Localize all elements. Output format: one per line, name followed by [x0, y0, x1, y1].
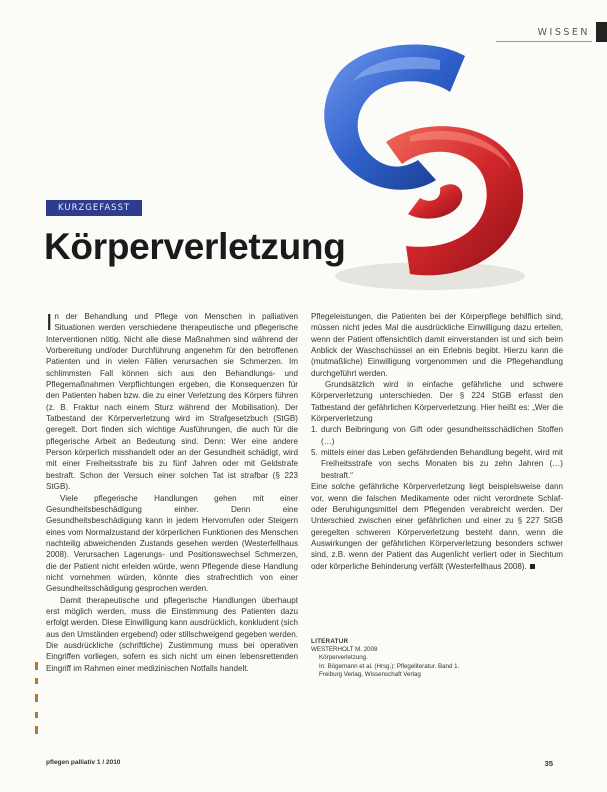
- paragraph-text: Eine solche gefährliche Körperverletzung liegt beispielsweise dann vor, wenn die falschen Medikamente oder nicht verordnete Schlaf- oder Beruhigungsmittel dem Pflegenden verabreicht werden. Der Unterschied zwischen einer gefährlichen und einer zu § 227 StGB geregelten schweren Körperverletzung besteht dann, wenn die Auswirkungen der gefährlichen Körperverletzung besonders schwer sind, z.B. wenn der Patient das Augenlicht verliert oder in Siechtum oder körperliche Behinderung verfällt (Westerfellhaus 2008).: [311, 482, 563, 571]
- literature-title: Körperverletzung.: [319, 654, 368, 662]
- literature-entry: [311, 646, 563, 679]
- article-paragraph: [46, 311, 298, 493]
- literature-box: [311, 638, 563, 679]
- paragraph-text: n der Behandlung und Pflege von Menschen in palliativen Situationen werden verschiedene therapeutische und pflegerische Interventionen nötig. Nicht alle diese Maßnahmen sind während der Vorbereitung und/oder Durchführung angenehm für den betroffenen Patienten und in vielen Fällen verursachen sie Schmerzen. Im schlimmsten Fall können sich aus den Behandlungs- und Pflegemaßnahmen Verpflichtungen ergeben, die Konsequenzen für den Patienten haben bzw. die zu einer Verletzung des Körpers führen (z. B. Fraktur nach einem Sturz während der Mobilisation). Der Tatbestand der Körperverletzung wird im Strafgesetzbuch (StGB) geregelt. Dort finden sich wichtige Ausführungen, die auch für die pflegerische Arbeit an Bedeutung sind. Denn: Wer eine andere Person körperlich misshandelt oder an der Gesundheit schädigt, wird mit einer Freiheitsstrafe bis zu fünf Jahren oder mit Geldstrafe bestraft. Schon der Versuch einer solchen Tat ist strafbar (§ 223 StGB).: [46, 312, 298, 492]
- article-paragraph: [311, 481, 563, 572]
- list-text: mittels einer das Leben gefährdenden Behandlung begeht, wird mit Freiheitsstrafe von sechs Monaten bis zu zehn Jahren (…) bestraft.“: [321, 448, 563, 480]
- section-label: WISSEN: [537, 26, 590, 38]
- kicker-label: KURZGEFASST: [46, 200, 142, 216]
- end-square-icon: [530, 564, 535, 569]
- literature-author: WESTERHOLT M. 2008: [311, 646, 378, 654]
- list-item: [311, 424, 563, 447]
- literature-source: In: Bögemann et al. (Hrsg.): Pflegeliteratur. Band 1.: [319, 662, 460, 670]
- section-bar: [596, 22, 607, 42]
- list-item: [311, 447, 563, 481]
- section-tag: [538, 22, 607, 42]
- list-text: durch Beibringung von Gift oder gesundheitsschädlichen Stoffen (…): [321, 425, 563, 446]
- literature-heading: LITERATUR: [311, 638, 349, 645]
- article-title: Körperverletzung: [44, 226, 346, 267]
- drop-cap: I: [46, 309, 53, 335]
- article-column-left: [46, 311, 298, 674]
- logo-red-inner: [408, 184, 462, 218]
- list-number: 1.: [311, 425, 318, 435]
- article-paragraph: Grundsätzlich wird in einfache gefährliche und schwere Körperverletzung unterschieden. Der § 224 StGB erfasst den Tatbestand der gefährlichen Körperverletzung. Hier heißt es: „Wer die Körperverletzung: [311, 380, 563, 424]
- article-column-right: [311, 311, 563, 572]
- article-paragraph: Viele pflegerische Handlungen gehen mit einer Gesundheitsbeschädigung einher. Denn eine Gesundheitsbeschädigung kann in jedem Hervorrufen oder Steigern eines vom Normalzustand der körperlichen Funktionen des Menschen nachteilig abweichenden Zustands gesehen werden (Westerfellhaus 2008). Verursachen Lagerungs- und Positionswechsel Schmerzen, die der Patient nicht erleiden würde, wenn Pflegende diese Handlung nicht vornehmen würden, könnte dies strafrechtlich von einer Gesundheitsschädigung gesprochen werden.: [46, 493, 298, 594]
- page-number: 35: [544, 759, 553, 768]
- literature-publisher: Freiburg Verlag, Wissenschaft Verlag: [319, 670, 421, 678]
- statute-list: [311, 424, 563, 481]
- footer-journal: pflegen palliativ 1 / 2010: [46, 759, 121, 766]
- list-number: 5.: [311, 448, 318, 458]
- article-paragraph: Damit therapeutische und pflegerische Handlungen überhaupt erst möglich werden, muss die Einstimmung des Patienten dazu erfolgt werden. Diese Einwilligung kann ausdrücklich, konkludent (sich aus den Umständen ergebend) oder stillschweigend gegeben werden. Die ausdrückliche (schriftliche) Zustimmung muss bei operativen Eingriffen vorliegen, sofern es sich nicht um einen lebensrettenden Eingriff im Rahmen einer medizinischen Notfalls handelt.: [46, 595, 298, 673]
- article-paragraph: Pflegeleistungen, die Patienten bei der Körperpflege behilflich sind, müssen nicht jedes Mal die ausdrückliche Einwilligung dazu erteilen, wenn der Patient offensichtlich damit einverstanden ist und sich beim Anblick der Waschschüssel an ein Erlebnis begibt. Hierzu kann die (mutmaßliche) Einwilligung vorgenommen und die Pflegehandlung durchgeführt werden.: [311, 312, 563, 378]
- margin-marks: [34, 660, 40, 740]
